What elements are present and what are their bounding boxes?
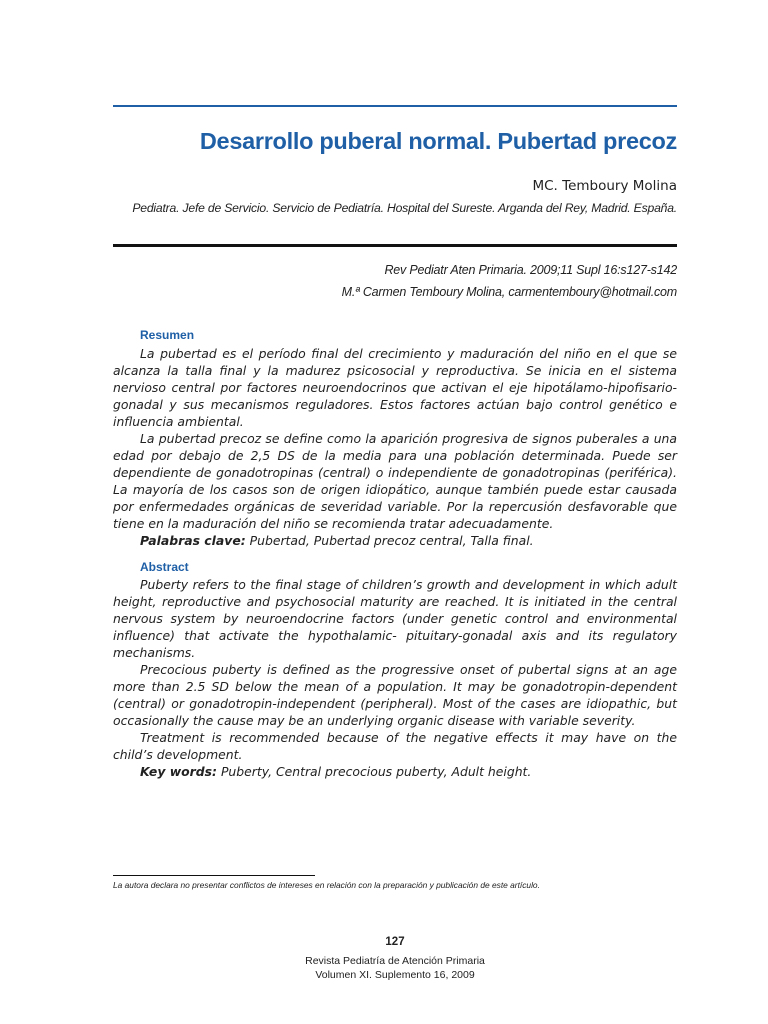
author-affiliation: Pediatra. Jefe de Servicio. Servicio de Pediatría. Hospital del Sureste. Arganda del Rey, Madrid. España.	[132, 201, 677, 215]
journal-volume: Volumen XI. Suplemento 16, 2009	[315, 969, 475, 981]
article-title: Desarrollo puberal normal. Pubertad precoz	[199, 128, 677, 154]
footnote: La autora declara no presentar conflictos de intereses en relación con la preparación y publicación de este artículo.	[113, 880, 540, 890]
abstract-keywords	[113, 763, 677, 780]
resumen-body	[113, 345, 677, 549]
header-rule	[113, 105, 677, 107]
journal-citation: Rev Pediatr Aten Primaria. 2009;11 Supl 16:s127-s142	[384, 263, 677, 277]
resumen-keywords	[113, 532, 677, 549]
keywords-text: Pubertad, Pubertad precoz central, Talla final.	[249, 533, 534, 548]
keywords-label: Key words:	[140, 764, 217, 779]
section-rule	[113, 244, 677, 247]
abstract-body	[113, 576, 677, 780]
author-name: MC. Temboury Molina	[532, 178, 677, 194]
abstract-paragraph: Puberty refers to the final stage of children’s growth and development in which adult height, reproductive and psychosocial maturity are reached. It is initiated in the central nervous system by neuroendocrine factors (under genetic control and environmental influence) that activate the hypothalamic- pituitary-gonadal axis and its regulatory mechanisms.	[113, 577, 677, 660]
abstract-paragraph: Treatment is recommended because of the negative effects it may have on the child’s development.	[113, 730, 677, 762]
page-number: 127	[385, 936, 405, 948]
resumen-heading: Resumen	[140, 328, 195, 342]
abstract-paragraph: Precocious puberty is defined as the progressive onset of pubertal signs at an age more than 2.5 SD below the mean of a population. It may be gonadotropin-dependent (central) or gonadotropin-independent (peripheral). Most of the cases are idiopathic, but occasionally the cause may be an underlying organic disease with variable severity.	[113, 662, 677, 728]
contact-line: M.ª Carmen Temboury Molina, carmentemboury@hotmail.com	[341, 285, 677, 299]
keywords-label: Palabras clave:	[140, 533, 246, 548]
footnote-rule	[113, 875, 315, 876]
journal-name: Revista Pediatría de Atención Primaria	[305, 955, 485, 967]
resumen-paragraph: La pubertad es el período final del crecimiento y maduración del niño en el que se alcanza la talla final y la madurez psicosocial y reproductiva. Se inicia en el sistema nervioso central por factores neuroendocrinos que activan el eje hipotálamo-hipofisario-gonadal y sus mecanismos reguladores. Estos factores actúan bajo control genético e influencia ambiental.	[113, 346, 677, 429]
keywords-text: Puberty, Central precocious puberty, Adult height.	[220, 764, 532, 779]
resumen-paragraph: La pubertad precoz se define como la aparición progresiva de signos puberales a una edad por debajo de 2,5 DS de la media para una población determinada. Puede ser dependiente de gonadotropinas (central) o independiente de gonadotropinas (periférica). La mayoría de los casos son de origen idiopático, aunque también puede estar causada por enfermedades orgánicas de severidad variable. Por la repercusión desfavorable que tiene en la maduración del niño se recomienda tratar adecuadamente.	[113, 431, 677, 531]
abstract-heading: Abstract	[140, 560, 189, 574]
